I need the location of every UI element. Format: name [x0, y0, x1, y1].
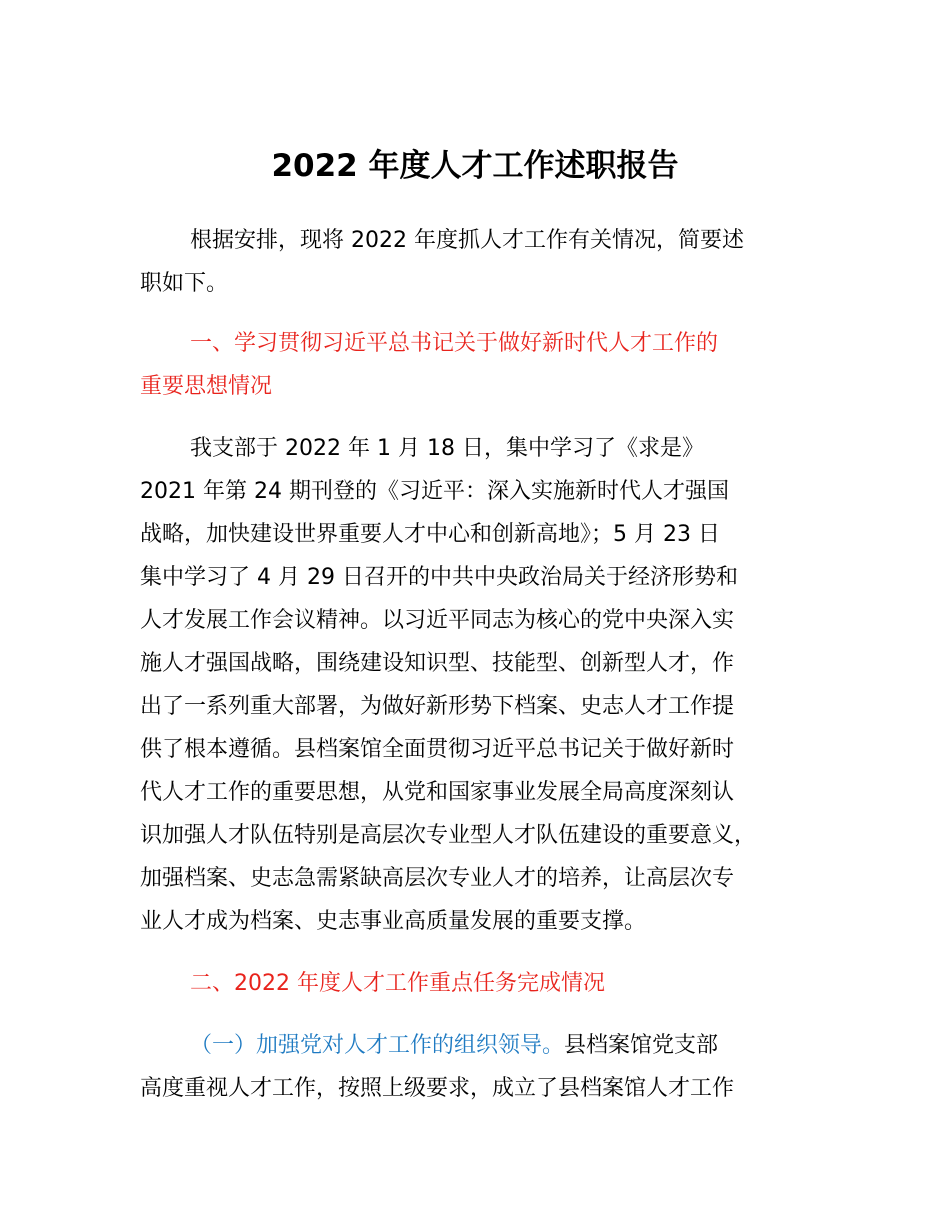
section1-body-line: 集中学习了 4 月 29 日召开的中共中央政治局关于经济形势和: [140, 565, 738, 590]
section1-body-line: 人才发展工作会议精神。以习近平同志为核心的党中央深入实: [140, 608, 735, 633]
section2-sub1-line-2: 高度重视人才工作，按照上级要求，成立了县档案馆人才工作: [140, 1076, 735, 1101]
document-title: 2022 年度人才工作述职报告: [271, 148, 679, 184]
section2-sub1-paragraph: [140, 1024, 840, 1110]
section1-body-line: 代人才工作的重要思想，从党和国家事业发展全局高度深刻认: [140, 780, 735, 805]
intro-line-1: 根据安排，现将 2022 年度抓人才工作有关情况，简要述: [190, 228, 744, 253]
section1-body: [140, 427, 840, 943]
section1-heading: [140, 322, 840, 408]
section2-sub1-label: （一）加强党对人才工作的组织领导。: [190, 1033, 565, 1058]
section2-sub1-line-1: [140, 1024, 840, 1067]
section1-body-line: 出了一系列重大部署，为做好新形势下档案、史志人才工作提: [140, 694, 735, 719]
section1-body-line: 加强档案、史志急需紧缺高层次专业人才的培养，让高层次专: [140, 866, 735, 891]
section1-body-line: 供了根本遵循。县档案馆全面贯彻习近平总书记关于做好新时: [140, 737, 735, 762]
section1-body-line: 我支部于 2022 年 1 月 18 日，集中学习了《求是》: [190, 436, 704, 461]
section2-heading: [140, 962, 840, 1005]
section1-body-line: 2021 年第 24 期刊登的《习近平：深入实施新时代人才强国: [140, 479, 729, 504]
section2-sub1-line1-rest: 县档案馆党支部: [564, 1033, 719, 1058]
section1-heading-line-2: 重要思想情况: [140, 374, 273, 399]
section1-heading-line-1: 一、学习贯彻习近平总书记关于做好新时代人才工作的: [190, 331, 719, 356]
intro-line-2: 职如下。: [140, 271, 229, 296]
intro-paragraph: [140, 219, 840, 305]
section1-body-line: 施人才强国战略，围绕建设知识型、技能型、创新型人才，作: [140, 651, 735, 676]
section1-body-line: 识加强人才队伍特别是高层次专业型人才队伍建设的重要意义，: [140, 823, 757, 848]
section1-body-line: 业人才成为档案、史志事业高质量发展的重要支撑。: [140, 909, 647, 934]
section2-heading-line: 二、2022 年度人才工作重点任务完成情况: [190, 971, 605, 996]
section1-body-line: 战略，加快建设世界重要人才中心和创新高地》；5 月 23 日: [140, 522, 720, 547]
